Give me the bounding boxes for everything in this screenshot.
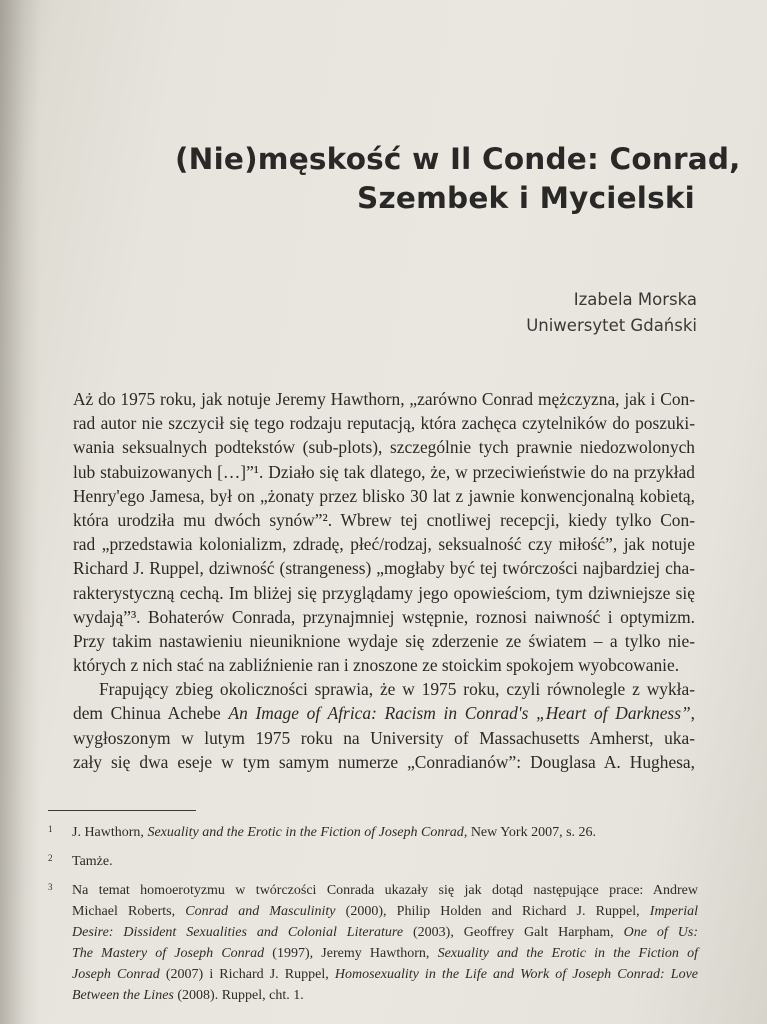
title-line-2: Szembek i Mycielski (357, 181, 695, 215)
para2-line-4: zały się dwa eseje w tym samym numerze „Conradianów”: Douglasa A. Hughesa, (73, 751, 695, 772)
author-name: Izabela Morska (573, 290, 697, 309)
fn3-italic: One of Us: (623, 925, 698, 940)
footnote-separator (48, 810, 196, 811)
body-line: lub stabuizowanych […]”¹. Działo się tak dlatego, że, w przeciwieństwie do na przykład (73, 461, 695, 482)
body-line: rad „przedstawia kolonializm, zdradę, płeć/rodzaj, seksualność czy miłość”, jak notuje (73, 534, 695, 555)
para2-line-2-end: , (690, 703, 695, 724)
fn3-italic: Sexuality and the Erotic in the Fiction of (437, 946, 698, 961)
chapter-title (175, 140, 741, 218)
body-line: Richard J. Ruppel, dziwność (strangeness) „mogłaby być tej twórczości najbardziej cha- (73, 558, 695, 579)
body-line: rakterystyczną cechą. Im bliżej się przyglądamy jego opowieściom, tym dziwniejsze się (73, 582, 695, 603)
fn3-italic: Between the Lines (72, 988, 174, 1003)
footnote-line (72, 822, 698, 843)
footnote-3 (48, 880, 698, 1006)
footnote-line (72, 922, 698, 943)
fn3-italic: Desire: Dissident Sexualities and Colonial Literature (72, 925, 404, 940)
fn3-text: (2003), Geoffrey Galt Harpham, (403, 925, 624, 940)
author-block (526, 287, 697, 339)
body-line: wydają”³. Bohaterów Conrada, przynajmniej wstępnie, roznosi naiwność i optymizm. (73, 606, 695, 627)
gutter-shadow (0, 0, 40, 1024)
footnote-line (72, 964, 698, 985)
author-affiliation: Uniwersytet Gdański (526, 316, 697, 335)
para2-line-1 (73, 677, 695, 701)
fn1-post: , New York 2007, s. 26. (463, 825, 597, 840)
body-line: wania seksualnych podtekstów (sub-plots), szczególnie tych prawnie niedozwolonych (73, 437, 695, 458)
body-line: Henry'ego Jamesa, był on „żonaty przez blisko 30 lat z jawnie konwencjonalną kobietą, (73, 485, 695, 506)
footnote-2 (48, 851, 698, 872)
footnote-line: Tamże. (72, 854, 113, 869)
footnote-line (72, 901, 698, 922)
fn3-italic: Homosexuality in the Life and Work of Joseph Conrad: Love (334, 967, 699, 982)
para2-line-2 (73, 701, 695, 725)
fn3-italic: Conrad and Masculinity (185, 904, 336, 919)
fn3-text: (2000), Philip Holden and Richard J. Ruppel, (335, 904, 650, 919)
footnotes (48, 822, 698, 1014)
fn3-text: (2007) i Richard J. Ruppel, (159, 967, 335, 982)
body-line: których z nich stać na zabliźnienie ran i znoszone ze stoickim spokojem wyobcowanie. (73, 655, 680, 676)
footnote-number: 2 (48, 853, 53, 863)
lecture-title: An Image of Africa: Racism in Conrad's „Heart of Darkness” (228, 703, 691, 724)
para2-line-3: wygłoszonym w lutym 1975 roku na University of Massachusetts Amherst, uka- (73, 727, 695, 748)
fn3-text: Michael Roberts, (72, 904, 186, 919)
para2-line-1-text: Frapujący zbieg okoliczności sprawia, że w 1975 roku, czyli równolegle z wykła- (99, 679, 695, 700)
fn3-italic: Imperial (649, 904, 698, 919)
body-line: Przy takim nastawieniu nieuniknione wydaje się zderzenie ze światem – a tylko nie- (73, 630, 695, 651)
footnote-1 (48, 822, 698, 843)
body-line: rad autor nie szczycił się tego rodzaju reputacją, która zachęca czytelników do poszuki- (73, 413, 695, 434)
para2-line-2-text: dem Chinua Achebe (73, 703, 229, 724)
fn3-text: (2008). Ruppel, cht. 1. (173, 988, 304, 1003)
footnote-line (72, 985, 698, 1006)
footnote-line (72, 943, 698, 964)
fn3-italic: The Mastery of Joseph Conrad (72, 946, 265, 961)
title-line-1: (Nie)męskość w Il Conde: Conrad, (175, 142, 741, 176)
fn3-italic: Joseph Conrad (72, 967, 160, 982)
footnote-number: 3 (48, 882, 53, 892)
body-line: Aż do 1975 roku, jak notuje Jeremy Hawthorn, „zarówno Conrad mężczyzna, jak i Con- (73, 389, 695, 409)
fn1-pre: J. Hawthorn, (72, 825, 148, 840)
body-line: która urodziła mu dwóch synów”². Wbrew tej cnotliwej recepcji, kiedy tylko Con- (73, 509, 695, 530)
footnote-line: Na temat homoerotyzmu w twórczości Conrada ukazały się jak dotąd następujące prace: Andrew (72, 883, 698, 898)
footnote-number: 1 (48, 824, 53, 834)
fn3-text: (1997), Jeremy Hawthorn, (264, 946, 438, 961)
body-text (73, 387, 695, 774)
fn1-italic: Sexuality and the Erotic in the Fiction of Joseph Conrad (147, 825, 464, 840)
